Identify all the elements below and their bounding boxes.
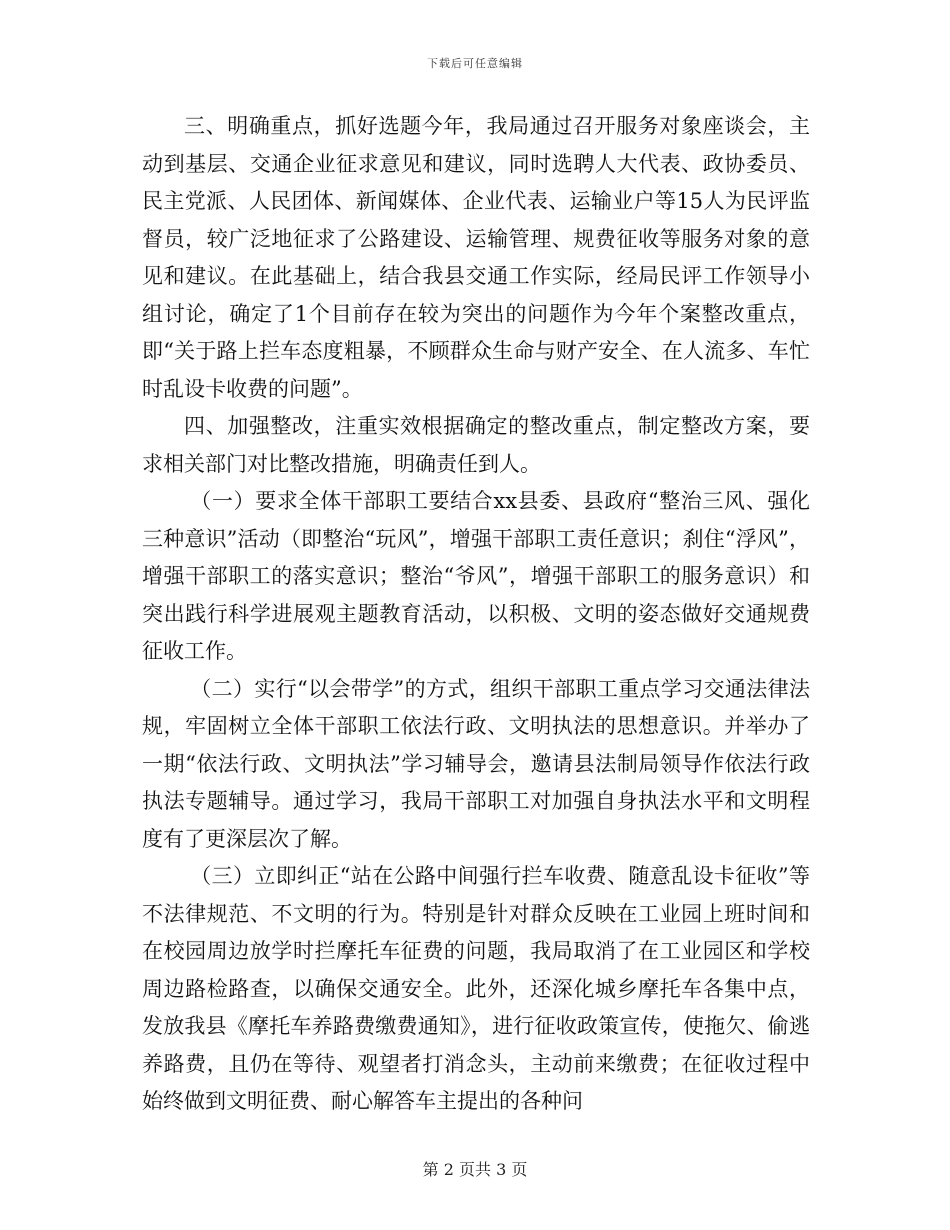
paragraph-section-four: 四、加强整改，注重实效根据确定的整改重点，制定整改方案，要求相关部门对比整改措施，明确责任到人。 (142, 414, 810, 476)
paragraph-section-three: 三、明确重点，抓好选题今年，我局通过召开服务对象座谈会，主动到基层、交通企业征求意见和建议，同时选聘人大代表、政协委员、民主党派、人民团体、新闻媒体、企业代表、运输业户等15人为民评监督员，较广泛地征求了公路建设、运输管理、规费征收等服务对象的意见和建议。在此基础上，结合我县交通工作实际，经局民评工作领导小组讨论，确定了1个目前存在较为突出的问题作为今年个案整改重点，即“关于路上拦车态度粗暴，不顾群众生命与财产安全、在人流多、车忙时乱设卡收费的问题”。 (142, 114, 810, 401)
page-number: 第 2 页共 3 页 (422, 1160, 528, 1179)
paragraph-item-one: （一）要求全体干部职工要结合xx县委、县政府“整治三风、强化三种意识”活动（即整治“玩风”，增强干部职工责任意识；刹住“浮风”，增强干部职工的落实意识；整治“爷风”，增强干部职工的服务意识）和突出践行科学进展观主题教育活动，以积极、文明的姿态做好交通规费征收工作。 (142, 489, 810, 663)
paragraph-item-two: （二）实行“以会带学”的方式，组织干部职工重点学习交通法律法规，牢固树立全体干部职工依法行政、文明执法的思想意识。并举办了一期“依法行政、文明执法”学习辅导会，邀请县法制局领导作依法行政执法专题辅导。通过学习，我局干部职工对加强自身执法水平和文明程度有了更深层次了解。 (142, 676, 810, 851)
page-header: 下载后可任意编辑 (427, 57, 523, 70)
paragraph-item-three: （三）立即纠正“站在公路中间强行拦车收费、随意乱设卡征收”等不法律规范、不文明的行为。特别是针对群众反映在工业园上班时间和在校园周边放学时拦摩托车征费的问题，我局取消了在工业园区和学校周边路检路查，以确保交通安全。此外，还深化城乡摩托车各集中点，发放我县《摩托车养路费缴费通知》，进行征收政策宣传，使拖欠、偷逃养路费，且仍在等待、观望者打消念头，主动前来缴费；在征收过程中始终做到文明征费、耐心解答车主提出的各种问 (142, 864, 810, 1113)
document-body (142, 108, 810, 1121)
